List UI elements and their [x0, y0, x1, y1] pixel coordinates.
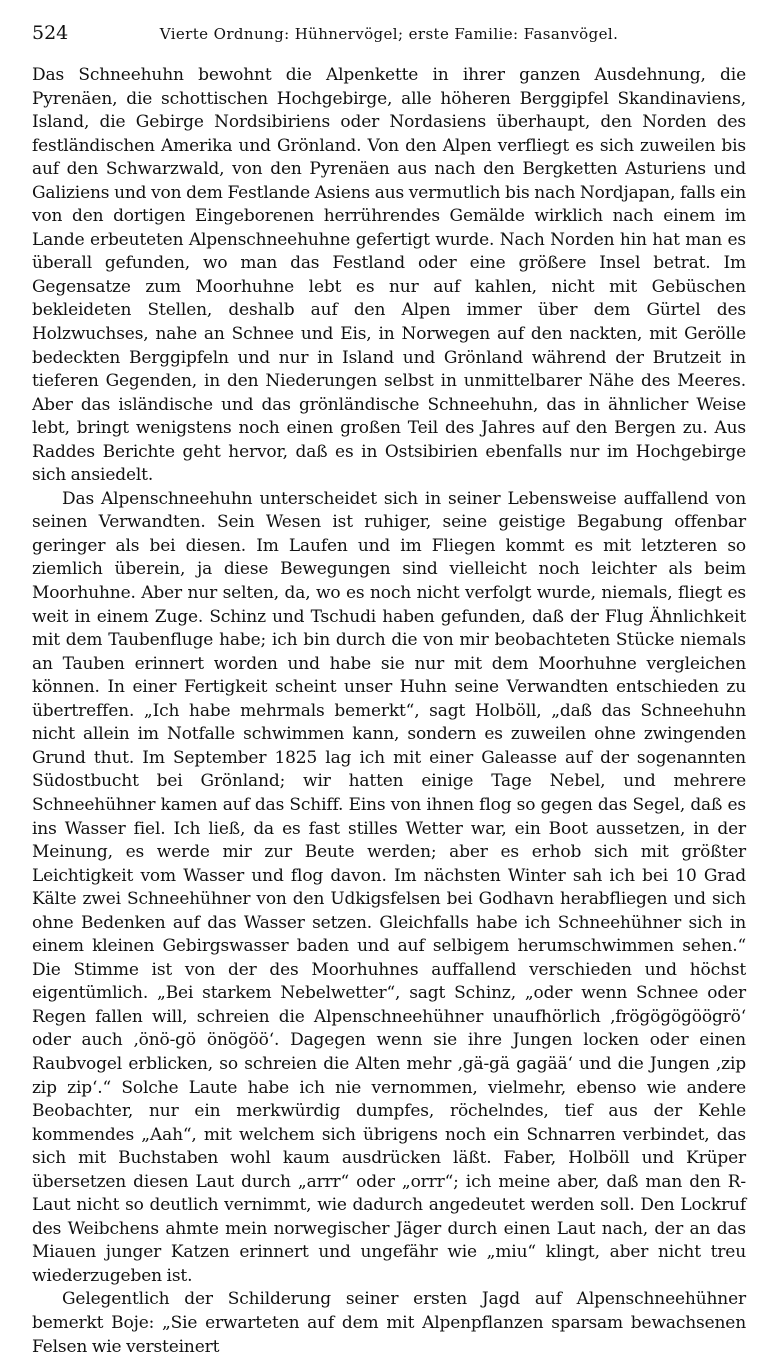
running-head: Vierte Ordnung: Hühnervögel; erste Familie: Fasanvögel. — [159, 25, 619, 43]
paragraph-distribution: Das Schneehuhn bewohnt die Alpenkette in ihrer ganzen Ausdehnung, die Pyrenäen, die schottischen Hochgebirge, alle höheren Berggipfel Skandinaviens, Island, die Gebirge Nordsibiriens oder Nordasiens überhaupt, den Norden des festländischen Amerika und Grönland. Von den Alpen verfliegt es sich zuweilen bis auf den Schwarzwald, von den Pyrenäen aus nach den Bergketten Asturiens und Galiziens und von dem Festlande Asiens aus vermutlich bis nach Nordjapan, falls ein von den dortigen Eingeborenen herrührendes Gemälde wirklich nach einem im Lande erbeuteten Alpenschneehuhne gefertigt wurde. Nach Norden hin hat man es überall gefunden, wo man das Festland oder eine größere Insel betrat. Im Gegensatze zum Moorhuhne lebt es nur auf kahlen, nicht mit Gebüschen bekleideten Stellen, deshalb auf den Alpen immer über dem Gürtel des Holzwuchses, nahe an Schnee und Eis, in Norwegen auf den nackten, mit Gerölle bedeckten Berggipfeln und nur in Island und Grönland während der Brutzeit in tieferen Gegenden, in den Niederungen selbst in unmittelbarer Nähe des Meeres. Aber das isländische und das grönländische Schneehuhn, das in ähnlicher Weise lebt, bringt wenigstens noch einen großen Teil des Jahres auf den Bergen zu. Aus Raddes Berichte geht hervor, daß es in Ostsibirien ebenfalls nur im Hochgebirge sich ansiedelt. — [32, 65, 746, 486]
page-number: 524 — [32, 22, 69, 44]
paragraph-behaviour-and-voice: Das Alpenschneehuhn unterscheidet sich in seiner Lebensweise auffallend von seinen Verwandten. Sein Wesen ist ruhiger, seine geistige Begabung offenbar geringer als bei diesen. Im Laufen und im Fliegen kommt es mit letzteren so ziemlich überein, ja diese Bewegungen sind vielleicht noch leichter als beim Moorhuhne. Aber nur selten, da, wo es noch nicht verfolgt wurde, niemals, fliegt es weit in einem Zuge. Schinz und Tschudi haben gefunden, daß der Flug Ähnlichkeit mit dem Taubenfluge habe; ich bin durch die von mir beobachteten Stücke niemals an Tauben erinnert worden und habe sie nur mit dem Moorhuhne vergleichen können. In einer Fertigkeit scheint unser Huhn seine Verwandten entschieden zu übertreffen. „Ich habe mehrmals bemerkt“, sagt Holböll, „daß das Schneehuhn nicht allein im Notfalle schwimmen kann, sondern es zuweilen ohne zwingenden Grund thut. Im September 1825 lag ich mit einer Galeasse auf der sogenannten Südostbucht bei Grönland; wir hatten einige Tage Nebel, und mehrere Schneehühner kamen auf das Schiff. Eins von ihnen flog so gegen das Segel, daß es ins Wasser fiel. Ich ließ, da es fast stilles Wetter war, ein Boot aussetzen, in der Meinung, es werde mir zur Beute werden; aber es erhob sich mit größter Leichtigkeit vom Wasser und flog davon. Im nächsten Winter sah ich bei 10 Grad Kälte zwei Schneehühner von den Udkigsfelsen bei Godhavn herabfliegen und sich ohne Bedenken auf das Wasser setzen. Gleichfalls habe ich Schneehühner sich in einem kleinen Gebirgswasser baden und auf selbigem herumschwimmen sehen.“ Die Stimme ist von der des Moorhuhnes auffallend verschieden und höchst eigentümlich. „Bei starkem Nebelwetter“, sagt Schinz, „oder wenn Schnee oder Regen fallen will, schreien die Alpenschneehühner unaufhörlich ‚frögögögöögrö‘ oder auch ‚önö-gö önögöö‘. Dagegen wenn sie ihre Jungen locken oder einen Raubvogel erblicken, so schreien die Alten mehr ‚gä-gä gagää‘ und die Jungen ‚zip zip zip‘.“ Solche Laute habe ich nie vernommen, vielmehr, ebenso wie andere Beobachter, nur ein merkwürdig dumpfes, röchelndes, tief aus der Kehle kommendes „Aah“, mit welchem sich übrigens noch ein Schnarren verbindet, das sich mit Buchstaben wohl kaum ausdrücken läßt. Faber, Holböll und Krüper übersetzen diesen Laut durch „arrr“ oder „orrr“; ich meine aber, daß man den R-Laut nicht so deutlich vernimmt, wie dadurch angedeutet werden soll. Den Lockruf des Weibchens ahmte mein norwegischer Jäger durch einen Laut nach, der an das Miauen junger Katzen erinnert und ungefähr wie „miu“ klingt, aber nicht treu wiederzugeben ist. — [32, 488, 746, 1286]
page-header — [32, 22, 746, 56]
paragraph-boje-hunt: Gelegentlich der Schilderung seiner ersten Jagd auf Alpenschneehühner bemerkt Boje: „Sie erwarteten auf dem mit Alpenpflanzen sparsam bewachsenen Felsen wie versteinert — [32, 1289, 746, 1357]
body-text — [32, 64, 746, 1359]
